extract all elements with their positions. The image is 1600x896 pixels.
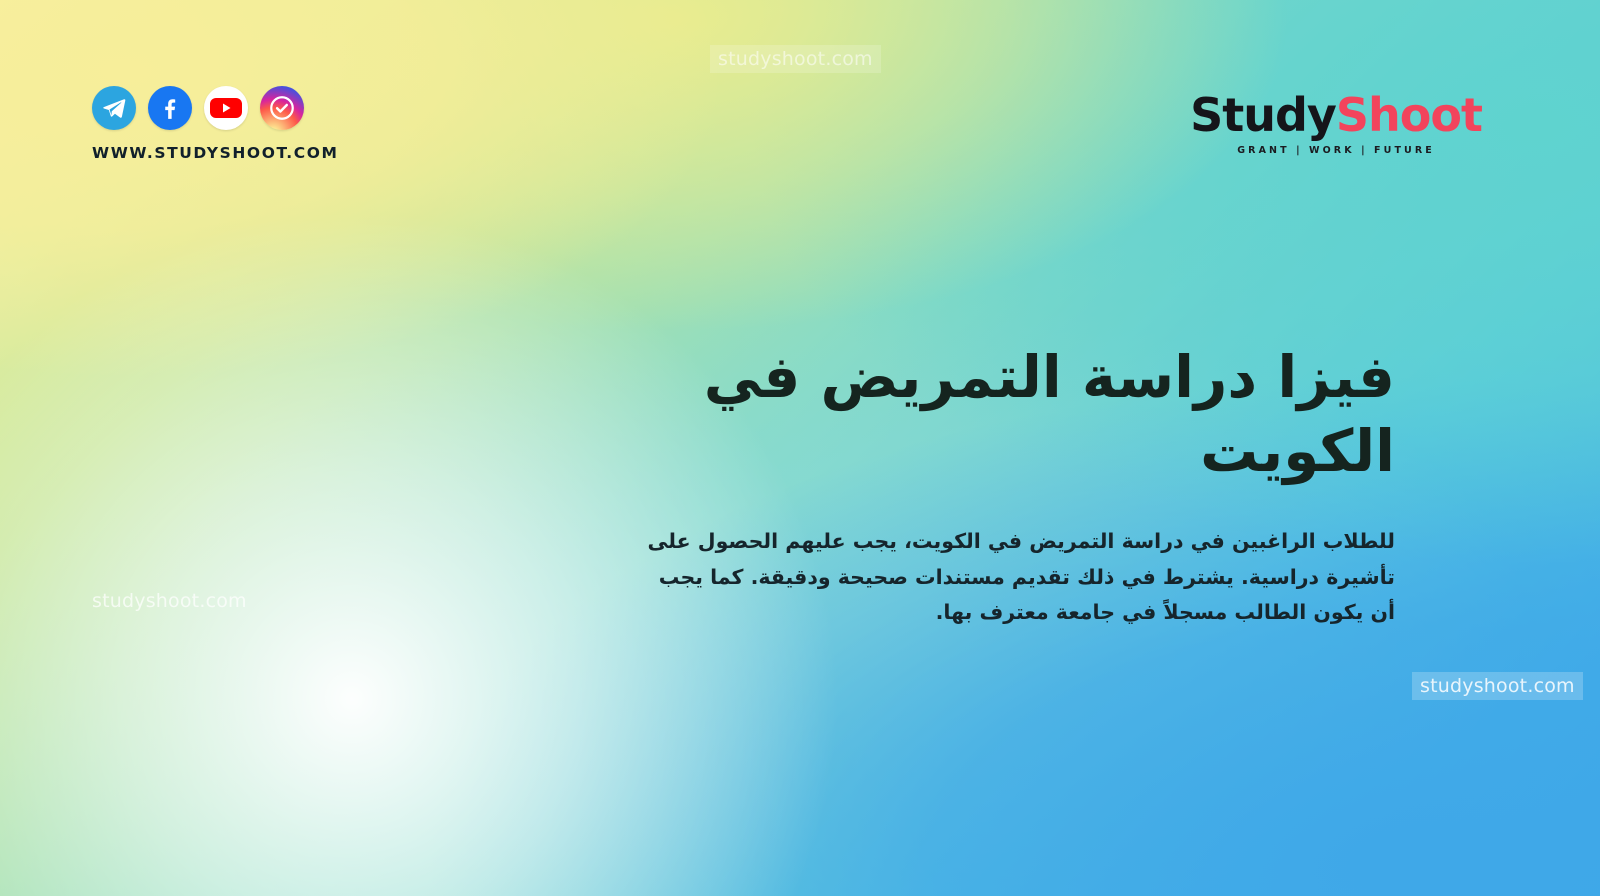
telegram-icon[interactable] bbox=[92, 86, 136, 130]
facebook-icon[interactable] bbox=[148, 86, 192, 130]
page-description: للطلاب الراغبين في دراسة التمريض في الكويت، يجب عليهم الحصول على تأشيرة دراسية. يشترط في ذلك تقديم مستندات صحيحة ودقيقة. كما يجب أن يكون الطالب مسجلاً في جامعة معترف بها. bbox=[647, 529, 1395, 624]
social-bar bbox=[92, 86, 339, 162]
page-title: فيزا دراسة التمريض في الكويت bbox=[703, 343, 1395, 486]
verified-badge-icon[interactable] bbox=[260, 86, 304, 130]
brand-name-primary: Study bbox=[1190, 88, 1336, 142]
social-icon-row bbox=[92, 86, 339, 130]
brand-name-secondary: Shoot bbox=[1335, 88, 1482, 142]
website-url-label: WWW.STUDYSHOOT.COM bbox=[92, 144, 339, 162]
brand-name bbox=[1190, 88, 1482, 142]
main-content bbox=[635, 340, 1395, 630]
brand-logo bbox=[1190, 88, 1482, 156]
watermark-top: studyshoot.com bbox=[710, 45, 881, 73]
brand-tagline: GRANT | WORK | FUTURE bbox=[1237, 145, 1435, 156]
watermark-right: studyshoot.com bbox=[1412, 672, 1583, 700]
watermark-left: studyshoot.com bbox=[92, 590, 247, 612]
youtube-icon[interactable] bbox=[204, 86, 248, 130]
